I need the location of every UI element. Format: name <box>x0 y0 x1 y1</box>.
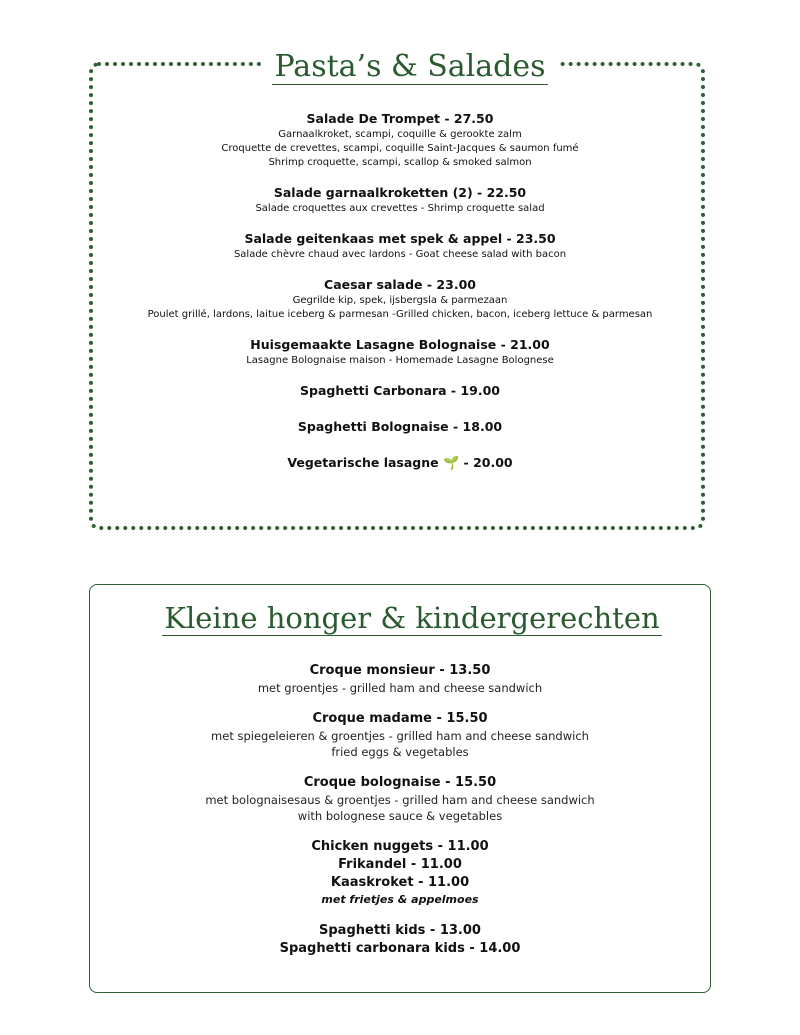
menu-item-name: Croque monsieur - 13.50 <box>309 663 491 678</box>
kids-section <box>100 662 700 972</box>
menu-item <box>100 184 700 216</box>
menu-item-desc: Poulet grillé, lardons, laitue iceberg & parmesan -Grilled chicken, bacon, iceberg lettuce & parmesan <box>147 309 653 320</box>
menu-item-name: Frikandel - 11.00 <box>338 857 462 872</box>
menu-item-name: Croque bolognaise - 15.50 <box>303 775 497 790</box>
menu-item-desc: with bolognese sauce & vegetables <box>297 809 503 823</box>
menu-item-note: met frietjes & appelmoes <box>321 893 479 906</box>
menu-item-name: Spaghetti kids - 13.00 <box>319 923 481 938</box>
menu-item-desc: Salade chèvre chaud avec lardons - Goat cheese salad with bacon <box>233 249 567 260</box>
menu-item-name: Salade De Trompet - 27.50 <box>306 111 494 126</box>
menu-item-name: Chicken nuggets - 11.00 <box>311 839 489 854</box>
menu-item-name: Salade garnaalkroketten (2) - 22.50 <box>273 185 527 200</box>
menu-item-desc: Salade croquettes aux crevettes - Shrimp croquette salad <box>255 203 545 214</box>
menu-item <box>100 110 700 170</box>
menu-item-name: Spaghetti carbonara kids - 14.00 <box>279 941 521 956</box>
menu-item-desc: met bolognaisesaus & groentjes - grilled ham and cheese sandwich <box>205 793 595 807</box>
menu-item-name: Spaghetti Carbonara - 19.00 <box>300 383 500 398</box>
menu-item-desc: Garnaalkroket, scampi, coquille & gerookte zalm <box>278 129 522 140</box>
seedling-icon: 🌱 <box>443 456 460 471</box>
menu-item-desc: Gegrilde kip, spek, ijsbergsla & parmezaan <box>292 295 508 306</box>
menu-item-desc: fried eggs & vegetables <box>331 745 469 759</box>
menu-item <box>100 336 700 368</box>
menu-item-desc: Shrimp croquette, scampi, scallop & smoked salmon <box>268 157 532 168</box>
menu-item <box>100 774 700 824</box>
menu-item-group <box>100 838 700 908</box>
pasta-section-title: Pasta’s & Salades <box>262 46 558 92</box>
menu-item <box>100 710 700 760</box>
menu-item-price: - 20.00 <box>459 455 513 470</box>
menu-item-name: Spaghetti Bolognaise - 18.00 <box>297 419 503 434</box>
menu-item <box>100 418 700 436</box>
pasta-section <box>100 110 700 487</box>
menu-item <box>100 382 700 400</box>
kids-section-title: Kleine honger & kindergerechten <box>164 601 660 635</box>
menu-item-name: Salade geitenkaas met spek & appel - 23.50 <box>244 231 556 246</box>
menu-item <box>100 662 700 696</box>
menu-item-desc: met spiegeleieren & groentjes - grilled ham and cheese sandwich <box>211 729 589 743</box>
menu-item-name: Vegetarische lasagne <box>287 455 439 470</box>
menu-item-desc: met groentjes - grilled ham and cheese sandwich <box>257 681 543 695</box>
menu-item <box>100 276 700 322</box>
menu-item-group <box>100 922 700 958</box>
menu-item <box>100 230 700 262</box>
menu-item-vegetarian <box>100 454 700 473</box>
menu-item-name: Caesar salade - 23.00 <box>324 277 476 292</box>
menu-item-desc: Lasagne Bolognaise maison - Homemade Lasagne Bolognese <box>246 355 554 366</box>
menu-item-name: Huisgemaakte Lasagne Bolognaise - 21.00 <box>250 337 550 352</box>
menu-item-name: Croque madame - 15.50 <box>312 711 488 726</box>
menu-item-name: Kaaskroket - 11.00 <box>330 875 470 890</box>
menu-item-desc: Croquette de crevettes, scampi, coquille Saint-Jacques & saumon fumé <box>221 143 579 154</box>
